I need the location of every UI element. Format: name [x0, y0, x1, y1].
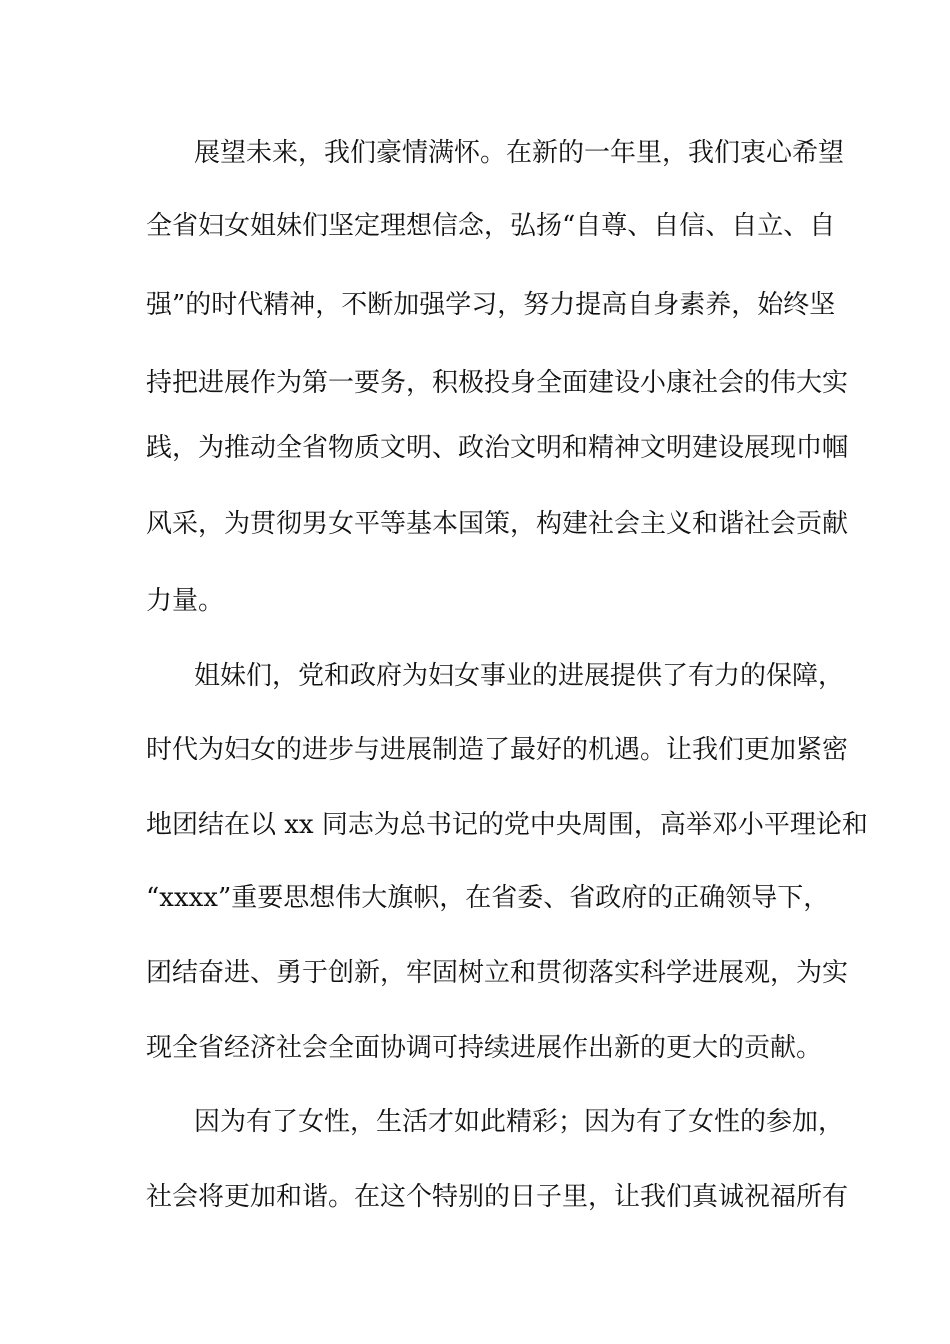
text-line: 践，为推动全省物质文明、政治文明和精神文明建设展现巾帼 [146, 433, 849, 463]
text-line: 团结奋进、勇于创新，牢固树立和贯彻落实科学进展观，为实 [146, 958, 849, 988]
text-line: 时代为妇女的进步与进展制造了最好的机遇。让我们更加紧密 [146, 735, 849, 765]
text-line: 地团结在以 xx 同志为总书记的党中央周围，高举邓小平理论和 [146, 810, 868, 840]
text-line: 展望未来，我们豪情满怀。在新的一年里，我们衷心希望 [194, 138, 845, 168]
text-line: 社会将更加和谐。在这个特别的日子里，让我们真诚祝福所有 [146, 1182, 849, 1212]
text-line: 持把进展作为第一要务，积极投身全面建设小康社会的伟大实 [146, 368, 849, 398]
text-line: 强”的时代精神，不断加强学习，努力提高自身素养，始终坚 [146, 290, 836, 320]
text-line: 现全省经济社会全面协调可持续进展作出新的更大的贡献。 [146, 1033, 823, 1063]
text-line: 全省妇女姐妹们坚定理想信念，弘扬“自尊、自信、自立、自 [146, 211, 836, 241]
text-line: 风采，为贯彻男女平等基本国策，构建社会主义和谐社会贡献 [146, 509, 849, 539]
text-line: “xxxx”重要思想伟大旗帜，在省委、省政府的正确领导下， [146, 883, 830, 913]
text-line: 姐妹们，党和政府为妇女事业的进展提供了有力的保障， [194, 661, 845, 691]
text-line: 因为有了女性，生活才如此精彩；因为有了女性的参加， [194, 1107, 845, 1137]
text-line: 力量。 [146, 586, 225, 616]
